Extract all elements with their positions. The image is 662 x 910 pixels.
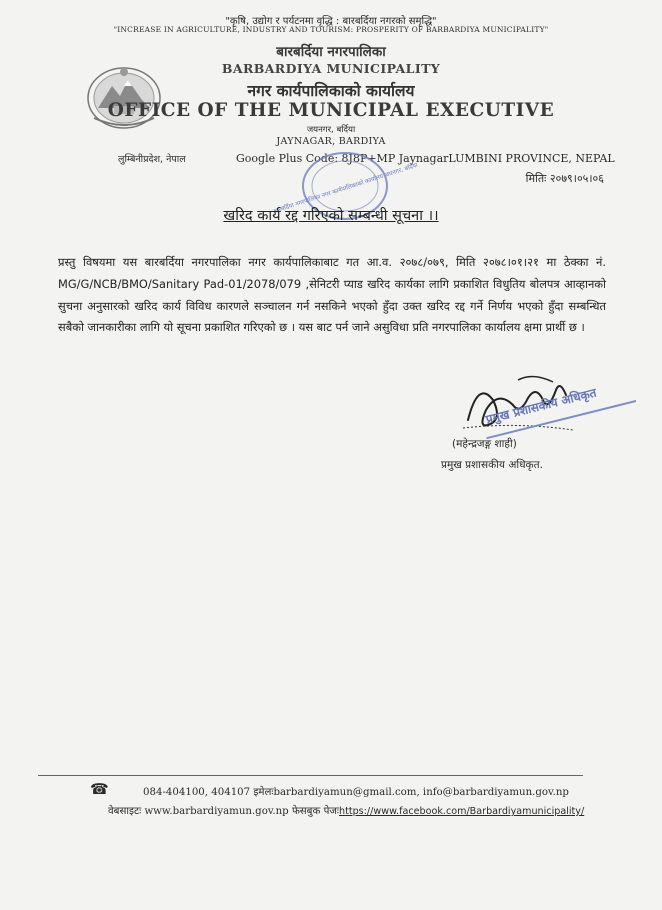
notice-subject: खरिद कार्य रद्द गरिएको सम्बन्धी सूचना ।। bbox=[223, 208, 439, 224]
slogan-english: "INCREASE IN AGRICULTURE, INDUSTRY AND TOURISM: PROSPERITY OF BARBARDIYA MUNICIPALITY" bbox=[113, 25, 549, 34]
footer-website bbox=[108, 803, 584, 817]
address-english: JAYNAGAR, BARDIYA bbox=[276, 136, 386, 147]
plus-code: Google Plus Code: 8J8P+MP JaynagarLUMBINI PROVINCE, NEPAL bbox=[236, 152, 615, 165]
signatory-name: (महेन्द्रजङ्ग शाही) bbox=[452, 438, 517, 450]
signatory-title: प्रमुख प्रशासकीय अधिकृत. bbox=[441, 459, 543, 471]
facebook-link[interactable]: https://www.facebook.com/Barbardiyamunicipality/ bbox=[338, 806, 585, 817]
seal-text: बारबर्दिया नगरपालिका नगर कार्यपालिकाको कार्यालय जयनगर, बर्दिया bbox=[273, 161, 419, 215]
website-text: वेबसाइटः www.barbardiyamun.gov.np फेसबुक पेजः bbox=[108, 806, 339, 817]
phone-icon: ☎ bbox=[90, 780, 109, 798]
notice-body: प्रस्तु विषयमा यस बारबर्दिया नगरपालिका नगर कार्यपालिकाबाट गत आ.व. २०७८/०७९, मिति २०७८।०१।२१ मा ठेक्का नं. MG/G/NCB/BMO/Sanitary Pad-01/2078/079 ,सेनिटरी प्याड खरिद कार्यका लागि प्रकाशित विधुतिय बोलपत्र आव्हानको सुचना अनुसारको खरिद कार्य विविध कारणले सञ्चालन गर्न नसकिने भएको हुँदा उक्त खरिद रद्द गर्ने निर्णय भएको हुँदा सम्बन्धित सबैको जानकारीका लागि यो सूचना प्रकाशित गरिएको छ । यस बाट पर्न जाने असुविधा प्रति नगरपालिका कार्यालय क्षमा प्रार्थी छ । bbox=[58, 255, 606, 335]
designation-stamp: प्रमुख प्रशासकीय अधिकृत bbox=[480, 375, 636, 439]
province-nepali: लुम्बिनीप्रदेश, नेपाल bbox=[118, 154, 186, 165]
municipality-name-english: BARBARDIYA MUNICIPALITY bbox=[221, 61, 441, 76]
municipality-name-nepali: बारबर्दिया नगरपालिका bbox=[276, 44, 386, 60]
footer-contact: 084-404100, 404107 इमेलःbarbardiyamun@gmail.com, info@barbardiyamun.gov.np bbox=[143, 787, 569, 798]
slogan-nepali: "कृषि, उद्योग र पर्यटनमा वृद्धि : बारबर्दिया नगरको समृद्धि" bbox=[225, 16, 437, 27]
footer-divider bbox=[38, 775, 583, 776]
office-name-english: OFFICE OF THE MUNICIPAL EXECUTIVE bbox=[107, 100, 555, 121]
notice-date: मितिः २०७९।०५।०६ bbox=[525, 172, 604, 185]
office-name-nepali: नगर कार्यपालिकाको कार्यालय bbox=[247, 82, 415, 100]
address-nepali: जयनगर, बर्दिया bbox=[306, 125, 356, 135]
